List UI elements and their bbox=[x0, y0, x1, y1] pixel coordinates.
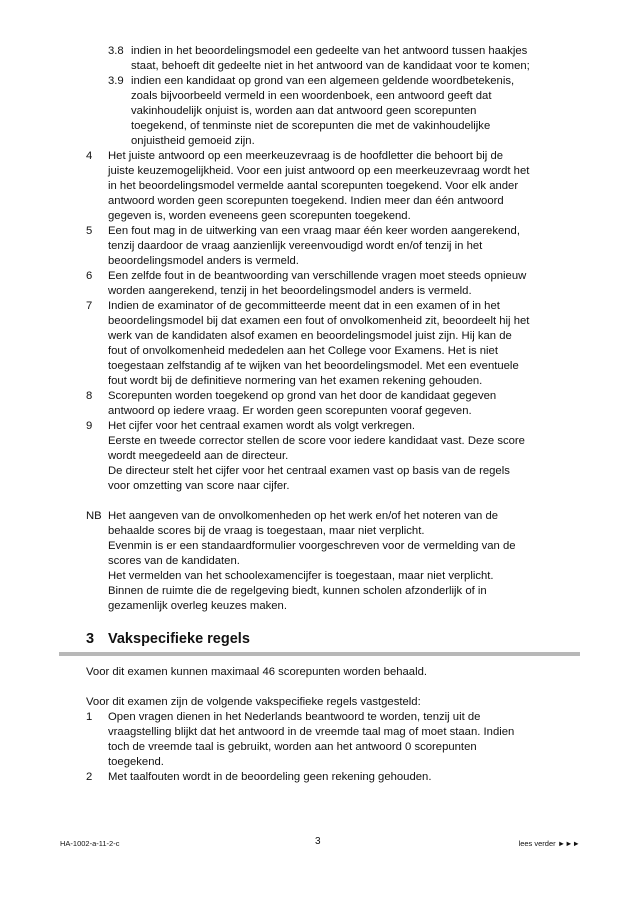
text-line: indien een kandidaat op grond van een algemeen geldende woordbetekenis, bbox=[131, 75, 515, 87]
text-line: Met taalfouten wordt in de beoordeling geen rekening gehouden. bbox=[108, 771, 432, 783]
text-line: vraagstelling blijkt dat het antwoord in de vreemde taal mag of moet staan. Indien bbox=[108, 726, 515, 738]
text-line: onjuistheid gemoeid zijn. bbox=[131, 135, 255, 147]
text-line: tenzij daardoor de vraag aanzienlijk vereenvoudigd wordt en/of tenzij in het bbox=[108, 240, 483, 252]
rule-number: 1 bbox=[86, 711, 93, 723]
rule-number: 8 bbox=[86, 390, 93, 402]
text-line: Evenmin is er een standaardformulier voorgeschreven voor de vermelding van de bbox=[108, 540, 516, 552]
section-intro-rules: Voor dit examen zijn de volgende vakspecifieke regels vastgesteld: bbox=[86, 696, 421, 708]
text-line: Scorepunten worden toegekend op grond van het door de kandidaat gegeven bbox=[108, 390, 497, 402]
text-line: beoordelingsmodel bij dat examen een fout of onvolkomenheid zit, beoordeelt hij het bbox=[108, 315, 530, 327]
text-line: voor omzetting van score naar cijfer. bbox=[108, 480, 290, 492]
text-line: behaalde scores bij de vraag is toegestaan, maar niet verplicht. bbox=[108, 525, 425, 537]
text-line: vakinhoudelijk onjuist is, worden aan dat antwoord geen scorepunten bbox=[131, 105, 477, 117]
rule-7 bbox=[86, 299, 580, 389]
text-line: De directeur stelt het cijfer voor het centraal examen vast op basis van de regels bbox=[108, 465, 510, 477]
rule-number: 2 bbox=[86, 771, 93, 783]
text-line: Het aangeven van de onvolkomenheden op het werk en/of het noteren van de bbox=[108, 510, 499, 522]
text-line: toegestaan zelfstandig af te wijken van het beoordelingsmodel. Met een eventuele bbox=[108, 360, 519, 372]
text-line: in het beoordelingsmodel vermelde aantal scorepunten toegekend. Voor elk ander bbox=[108, 180, 519, 192]
section-vakspecifieke-regels bbox=[86, 630, 580, 785]
nb-label: NB bbox=[86, 510, 102, 522]
specific-rule-2 bbox=[86, 770, 580, 785]
text-line: Een zelfde fout in de beantwoording van verschillende vragen moet steeds opnieuw bbox=[108, 270, 527, 282]
section-heading bbox=[86, 630, 580, 648]
rule-number: 4 bbox=[86, 150, 93, 162]
exam-code: HA-1002-a-11-2-c bbox=[60, 839, 120, 848]
page-number: 3 bbox=[315, 836, 321, 847]
section-number: 3 bbox=[86, 631, 95, 647]
section-divider bbox=[59, 652, 580, 656]
text-line: Binnen de ruimte die de regelgeving biedt, kunnen scholen afzonderlijk of in bbox=[108, 585, 487, 597]
section-intro-max-points: Voor dit examen kunnen maximaal 46 scorepunten worden behaald. bbox=[86, 666, 428, 678]
text-line: indien in het beoordelingsmodel een gedeelte van het antwoord tussen haakjes bbox=[131, 45, 528, 57]
text-line: wordt meegedeeld aan de directeur. bbox=[108, 450, 289, 462]
text-line: werk van de kandidaten alsof examen en beoordelingsmodel juist zijn. Hij kan de bbox=[108, 330, 512, 342]
text-line: juiste keuzemogelijkheid. Voor een juist antwoord op een meerkeuzevraag wordt het bbox=[108, 165, 530, 177]
subrule-3-8 bbox=[108, 44, 580, 74]
text-line: zoals bijvoorbeeld vermeld in een woordenboek, een antwoord geeft dat bbox=[131, 90, 492, 102]
text-line: Een fout mag in de uitwerking van een vraag maar één keer worden aangerekend, bbox=[108, 225, 520, 237]
specific-rule-1 bbox=[86, 710, 580, 770]
text-line: Open vragen dienen in het Nederlands beantwoord te worden, tenzij uit de bbox=[108, 711, 481, 723]
text-line: toegekend, of tenminste niet de scorepunten die met de vakinhoudelijke bbox=[131, 120, 491, 132]
text-line: gezamenlijk overleg keuzes maken. bbox=[108, 600, 287, 612]
section-title: Vakspecifieke regels bbox=[108, 631, 250, 647]
rule-number: 7 bbox=[86, 300, 93, 312]
rule-number: 9 bbox=[86, 420, 93, 432]
text-line: fout of onvolkomenheid mededelen aan het College voor Examens. Het is niet bbox=[108, 345, 498, 357]
text-line: Het cijfer voor het centraal examen wordt als volgt verkregen. bbox=[108, 420, 416, 432]
rule-9 bbox=[86, 419, 580, 494]
continue-label: lees verder ►►► bbox=[518, 839, 580, 848]
page-content bbox=[86, 44, 580, 785]
text-line: scores van de kandidaten. bbox=[108, 555, 240, 567]
text-line: toch de vreemde taal is gebruikt, worden aan het antwoord 0 scorepunten bbox=[108, 741, 477, 753]
rule-4 bbox=[86, 149, 580, 224]
text-line: fout wordt bij de definitieve normering van het examen rekening gehouden. bbox=[108, 375, 483, 387]
text-line: Eerste en tweede corrector stellen de score voor iedere kandidaat vast. Deze score bbox=[108, 435, 525, 447]
text-line: Het juiste antwoord op een meerkeuzevraag is de hoofdletter die behoort bij de bbox=[108, 150, 504, 162]
subrule-3-9 bbox=[108, 74, 580, 149]
rule-6 bbox=[86, 269, 580, 299]
rule-number: 5 bbox=[86, 225, 93, 237]
rule-number: 6 bbox=[86, 270, 93, 282]
text-line: Het vermelden van het schoolexamencijfer is toegestaan, maar niet verplicht. bbox=[108, 570, 494, 582]
text-line: antwoord worden geen scorepunten toegekend. Indien meer dan één antwoord bbox=[108, 195, 504, 207]
rule-5 bbox=[86, 224, 580, 269]
text-line: Indien de examinator of de gecommitteerde meent dat in een examen of in het bbox=[108, 300, 500, 312]
subrule-number: 3.8 bbox=[108, 45, 124, 57]
text-line: gegeven is, worden eveneens geen scorepunten toegekend. bbox=[108, 210, 411, 222]
text-line: beoordelingsmodel anders is vermeld. bbox=[108, 255, 299, 267]
text-line: antwoord op iedere vraag. Er worden geen scorepunten vooraf gegeven. bbox=[108, 405, 472, 417]
text-line: worden aangerekend, tenzij in het beoordelingsmodel anders is vermeld. bbox=[108, 285, 472, 297]
text-line: toegekend. bbox=[108, 756, 164, 768]
text-line: staat, behoeft dit gedeelte niet in het antwoord van de kandidaat voor te komen; bbox=[131, 60, 530, 72]
subrule-number: 3.9 bbox=[108, 75, 124, 87]
page-footer bbox=[60, 838, 580, 850]
rule-8 bbox=[86, 389, 580, 419]
nb-note bbox=[86, 509, 580, 614]
